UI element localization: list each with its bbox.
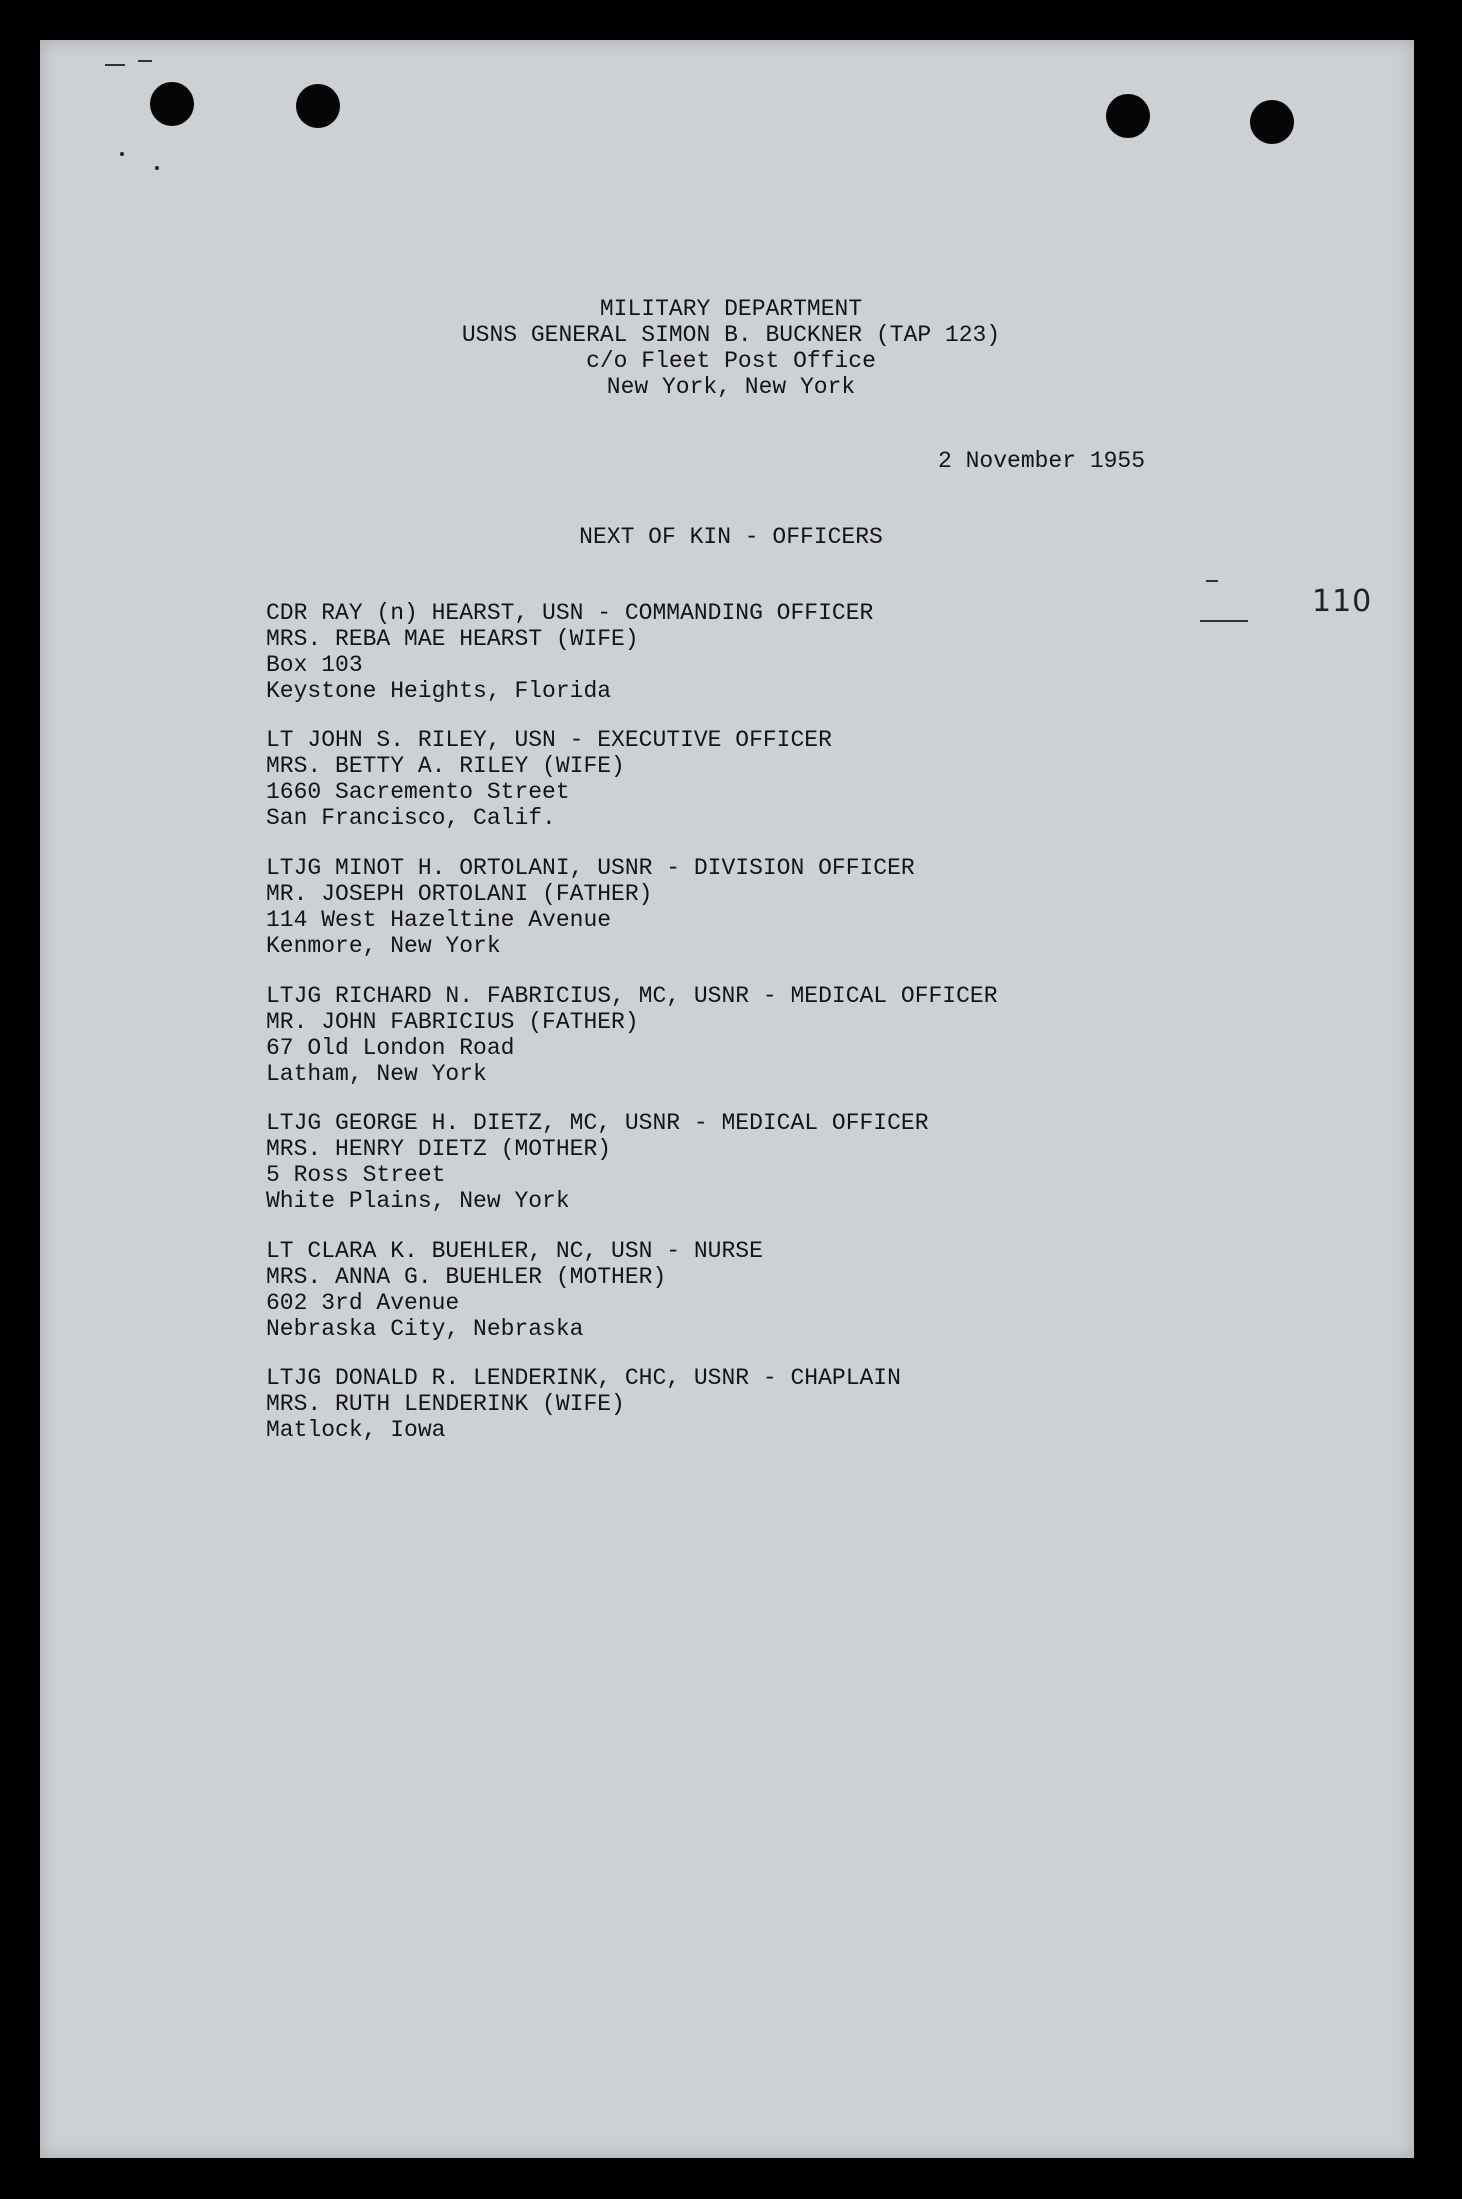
officer-name: LTJG GEORGE H. DIETZ, MC, USNR - MEDICAL OFFICER xyxy=(266,1110,929,1136)
officer-name: LTJG MINOT H. ORTOLANI, USNR - DIVISION OFFICER xyxy=(266,855,915,881)
list-item xyxy=(266,727,832,831)
document-subject: NEXT OF KIN - OFFICERS xyxy=(579,524,883,550)
address-city: Latham, New York xyxy=(266,1061,487,1087)
scan-speck xyxy=(155,166,159,170)
officer-name: LTJG RICHARD N. FABRICIUS, MC, USNR - MEDICAL OFFICER xyxy=(266,983,998,1009)
header-fpo: c/o Fleet Post Office xyxy=(586,348,876,374)
scan-mark xyxy=(138,60,152,62)
address-line: 114 West Hazeltine Avenue xyxy=(266,907,612,933)
address-line: Box 103 xyxy=(266,652,363,678)
address-line: Matlock, Iowa xyxy=(266,1417,446,1443)
margin-mark xyxy=(1200,620,1248,622)
next-of-kin: MRS. RUTH LENDERINK (WIFE) xyxy=(266,1391,625,1417)
next-of-kin: MRS. REBA MAE HEARST (WIFE) xyxy=(266,626,639,652)
address-city: Kenmore, New York xyxy=(266,933,501,959)
next-of-kin: MRS. HENRY DIETZ (MOTHER) xyxy=(266,1136,612,1162)
address-city: San Francisco, Calif. xyxy=(266,805,556,831)
scan-speck xyxy=(120,152,124,156)
page-number: 110 xyxy=(1312,584,1373,619)
margin-mark xyxy=(1206,580,1218,582)
list-item xyxy=(266,1238,763,1342)
address-line: 602 3rd Avenue xyxy=(266,1290,460,1316)
address-city: Nebraska City, Nebraska xyxy=(266,1316,584,1342)
punch-hole-left-1 xyxy=(150,82,194,126)
next-of-kin: MR. JOSEPH ORTOLANI (FATHER) xyxy=(266,881,653,907)
next-of-kin: MR. JOHN FABRICIUS (FATHER) xyxy=(266,1009,639,1035)
punch-hole-left-2 xyxy=(296,84,340,128)
list-item xyxy=(266,1365,901,1443)
punch-hole-right-2 xyxy=(1250,100,1294,144)
address-line: 67 Old London Road xyxy=(266,1035,515,1061)
list-item xyxy=(266,1110,929,1214)
address-city: Keystone Heights, Florida xyxy=(266,678,612,704)
officer-name: CDR RAY (n) HEARST, USN - COMMANDING OFFICER xyxy=(266,600,874,626)
punch-hole-right-1 xyxy=(1106,94,1150,138)
address-city: White Plains, New York xyxy=(266,1188,570,1214)
officer-name: LT JOHN S. RILEY, USN - EXECUTIVE OFFICER xyxy=(266,727,832,753)
list-item xyxy=(266,983,998,1087)
header-department: MILITARY DEPARTMENT xyxy=(599,296,863,322)
scan-mark xyxy=(105,64,125,66)
next-of-kin: MRS. ANNA G. BUEHLER (MOTHER) xyxy=(266,1264,667,1290)
header-ship: USNS GENERAL SIMON B. BUCKNER (TAP 123) xyxy=(461,322,1001,348)
address-line: 5 Ross Street xyxy=(266,1162,446,1188)
list-item xyxy=(266,855,915,959)
next-of-kin: MRS. BETTY A. RILEY (WIFE) xyxy=(266,753,625,779)
address-line: 1660 Sacremento Street xyxy=(266,779,570,805)
officer-name: LT CLARA K. BUEHLER, NC, USN - NURSE xyxy=(266,1238,763,1264)
header-city: New York, New York xyxy=(606,374,856,400)
officer-name: LTJG DONALD R. LENDERINK, CHC, USNR - CHAPLAIN xyxy=(266,1365,901,1391)
list-item xyxy=(266,600,873,704)
document-date: 2 November 1955 xyxy=(938,448,1146,474)
